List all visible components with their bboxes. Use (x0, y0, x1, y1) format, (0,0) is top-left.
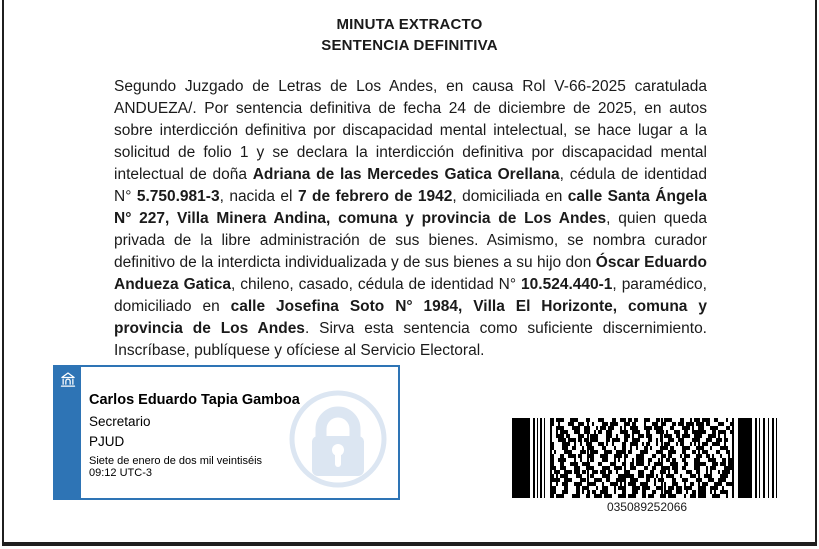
body-text: , chileno, casado, cédula de identidad N° (230, 276, 522, 293)
body-text: , quien queda privada de la libre administración de sus bienes. Asimismo, se nombra curador definitivo de la interdicta individualizada y de sus bienes a su hijo don (114, 210, 707, 271)
document-title (4, 0, 815, 56)
body-text: , nacida el (219, 188, 298, 205)
signature-date: Siete de enero de dos mil veintiséis (89, 455, 263, 467)
barcode-block (512, 418, 782, 514)
signature-time: 09:12 UTC-3 (89, 467, 152, 479)
signatory-name: Carlos Eduardo Tapia Gamboa (89, 392, 300, 408)
body-text-bold: 7 de febrero de 1942 (297, 188, 453, 205)
body-text-bold: calle Josefina Soto N° 1984, Villa El Horizonte, comuna y provincia de Los Andes (114, 298, 707, 337)
signatory-role: Secretario (89, 414, 151, 429)
body-text: , cédula de identidad N° (114, 166, 707, 205)
body-text: , paramédico, domiciliado en (114, 276, 707, 315)
signature-content (89, 367, 398, 479)
body-text-bold: Óscar Eduardo Andueza Gatica (114, 254, 707, 293)
body-text: Segundo Juzgado de Letras de Los Andes, en causa Rol V-66-2025 caratulada ANDUEZA/. Por sentencia definitiva de fecha 24 de diciembre de 2025, en autos sobre interdicción definitiva por discapacidad mental intelectual, se hace lugar a la solicitud de folio 1 y se declara la interdicción definitiva por discapacidad mental intelectual de doña (114, 78, 707, 183)
body-paragraph (114, 76, 707, 362)
signature-accent-bar (55, 367, 81, 498)
body-text-bold: 10.524.440-1 (521, 276, 613, 293)
title-line-2: SENTENCIA DEFINITIVA (321, 37, 498, 54)
body-text: . Sirva esta sentencia como suficiente discernimiento. Inscríbase, publíquese y ofíciese al Servicio Electoral. (114, 320, 707, 359)
barcode-image (512, 418, 782, 498)
body-text-bold: calle Santa Ángela N° 227, Villa Minera Andina, comuna y provincia de Los Andes (114, 188, 707, 227)
signature-block (53, 365, 400, 500)
document-page (2, 0, 817, 546)
barcode-number: 035089252066 (606, 500, 688, 514)
courthouse-icon (59, 371, 77, 389)
body-text-bold: Adriana de las Mercedes Gatica Orellana (252, 166, 560, 183)
signatory-institution: PJUD (89, 434, 125, 449)
body-text-bold: 5.750.981-3 (136, 188, 220, 205)
body-text: , domiciliada en (452, 188, 568, 205)
title-line-1: MINUTA EXTRACTO (336, 16, 483, 33)
